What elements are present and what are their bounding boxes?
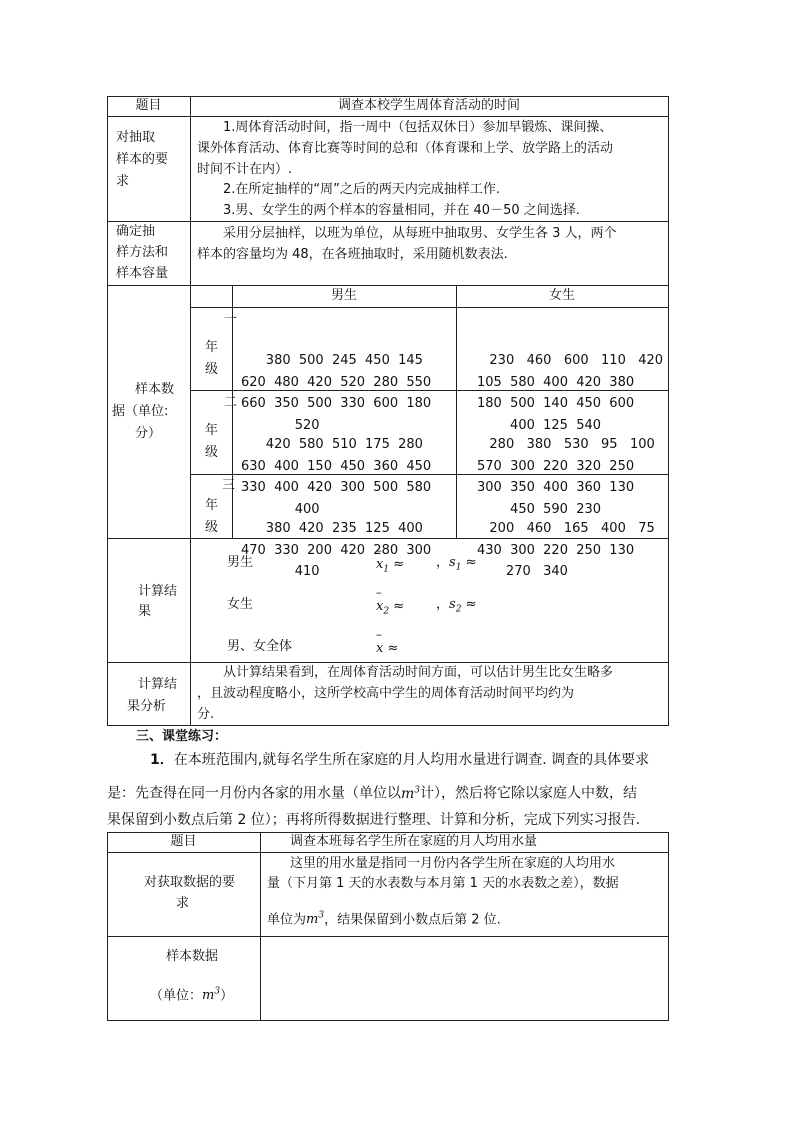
analysis-label-2: 果分析 xyxy=(127,699,167,714)
method-label-1: 确定抽 xyxy=(116,224,156,239)
calc-male-sd: ，$s_1$ ≈ xyxy=(436,555,477,573)
calc-female-sd: ，$s_2$ ≈ xyxy=(436,597,477,615)
req-label-2: 样本的要 xyxy=(116,152,169,167)
grade3-female-data: 200 460 165 400 75 430 300 220 250 130 270 340 xyxy=(477,521,655,579)
grade1-male-data: 380 500 245 450 145 620 480 420 520 280 550 660 350 500 330 600 180 520 xyxy=(241,353,432,433)
t2-survey-title: 调查本班每名学生所在家庭的月人均用水量 xyxy=(290,834,538,849)
calc-female-mean: -- $x_2$ ≈ xyxy=(376,597,404,622)
req-line-2: 课外体育活动、体育比赛等时间的总和（体育课和上学、放学路上的活动 xyxy=(197,141,614,156)
calc-male-label: 男生 xyxy=(227,555,254,570)
exercise-1-line-2: 是：先查得在同一月份内各家的用水量（单位以$m^3$计），然后将它除以家庭人中数，结 xyxy=(107,785,638,802)
survey-title: 调查本校学生周体育活动的时间 xyxy=(337,98,520,113)
exercise-1-line-1: 1．在本班范围内,就每名学生所在家庭的月人均用水量进行调查. 调查的具体要求 xyxy=(150,752,650,768)
t2-req-line-3: 单位为$m^3$，结果保留到小数点后第 2 位. xyxy=(267,911,501,928)
grade1-label-2: 级 xyxy=(205,362,219,377)
req-line-3: 时间不计在内）. xyxy=(197,162,293,177)
t2-req-label-2: 求 xyxy=(176,896,190,911)
analysis-label-1: 计算结 xyxy=(138,677,178,692)
method-label-2: 样方法和 xyxy=(116,245,169,260)
t2-req-line-1: 这里的用水量是指同一月份内各学生所在家庭的人均用水 xyxy=(290,856,616,871)
col-male: 男生 xyxy=(330,288,357,303)
grade2-char: 二 xyxy=(224,395,238,410)
t2-req-label-1: 对获取数据的要 xyxy=(144,875,236,890)
req-label-3: 求 xyxy=(116,174,130,189)
grade3-label-2: 级 xyxy=(205,520,219,535)
analysis-line-1: 从计算结果看到，在周体育活动时间方面，可以估计男生比女生略多 xyxy=(223,665,614,680)
grade2-male-data: 420 580 510 175 280 630 400 150 450 360 450 330 400 420 300 500 580 400 xyxy=(241,437,432,517)
calc-female-label: 女生 xyxy=(227,597,254,612)
method-label-3: 样本容量 xyxy=(116,266,169,281)
grade2-label-1: 年 xyxy=(205,423,219,438)
sample-label-2: 据（单位: xyxy=(112,404,169,419)
t2-sample-label: 样本数据 xyxy=(166,949,219,964)
sample-label-1: 样本数 xyxy=(135,382,175,397)
section-heading: 三、课堂练习： xyxy=(136,729,228,744)
grade2-female-data: 280 380 530 95 100 570 300 220 320 250 300 350 400 360 130 450 590 230 xyxy=(477,437,655,517)
calc-all-mean: -- x ≈ xyxy=(376,639,398,659)
grade3-char: 三 xyxy=(222,478,236,493)
grade1-char: 一 xyxy=(224,312,238,327)
method-line-1: 采用分层抽样，以班为单位，从每班中抽取男、女学生各 3 人，两个 xyxy=(223,226,617,241)
calc-male-mean: -- $x_1$ ≈ xyxy=(376,555,404,580)
calc-label-1: 计算结 xyxy=(138,584,178,599)
req-line-5: 3.男、女学生的两个样本的容量相同，并在 40－50 之间选择. xyxy=(223,203,580,218)
sample-label-3: 分） xyxy=(135,426,162,441)
t2-sample-unit: （单位：$m^3$） xyxy=(150,987,234,1004)
analysis-line-3: 分. xyxy=(197,707,215,722)
exercise-1-line-3: 果保留到小数点后第 2 位）；再将所得数据进行整理、计算和分析，完成下列实习报告. xyxy=(107,812,641,828)
calc-all-label: 男、女全体 xyxy=(227,639,293,654)
grade1-female-data: 230 460 600 110 420 105 580 400 420 380 180 500 140 450 600 400 125 540 xyxy=(477,353,664,433)
grade1-label-1: 年 xyxy=(205,340,219,355)
header-label: 题目 xyxy=(135,98,162,113)
req-line-4: 2.在所定抽样的“周”之后的两天内完成抽样工作. xyxy=(223,182,501,197)
grade3-male-data: 380 420 235 125 400 470 330 200 420 280 300 410 xyxy=(241,521,432,579)
grade3-label-1: 年 xyxy=(205,498,219,513)
grade2-label-2: 级 xyxy=(205,445,219,460)
col-female: 女生 xyxy=(548,288,575,303)
req-line-1: 1.周体育活动时间，指一周中（包括双休日）参加早锻炼、课间操、 xyxy=(223,120,613,135)
t2-header-label: 题目 xyxy=(170,834,197,849)
analysis-line-2: ，且波动程度略小，这所学校高中学生的周体育活动时间平均约为 xyxy=(197,686,575,701)
t2-req-line-2: 量（下月第 1 天的水表数与本月第 1 天的水表数之差），数据 xyxy=(267,876,619,891)
method-line-2: 样本的容量均为 48，在各班抽取时，采用随机数表法. xyxy=(197,247,508,262)
calc-label-2: 果 xyxy=(138,604,152,619)
req-label-1: 对抽取 xyxy=(116,130,156,145)
